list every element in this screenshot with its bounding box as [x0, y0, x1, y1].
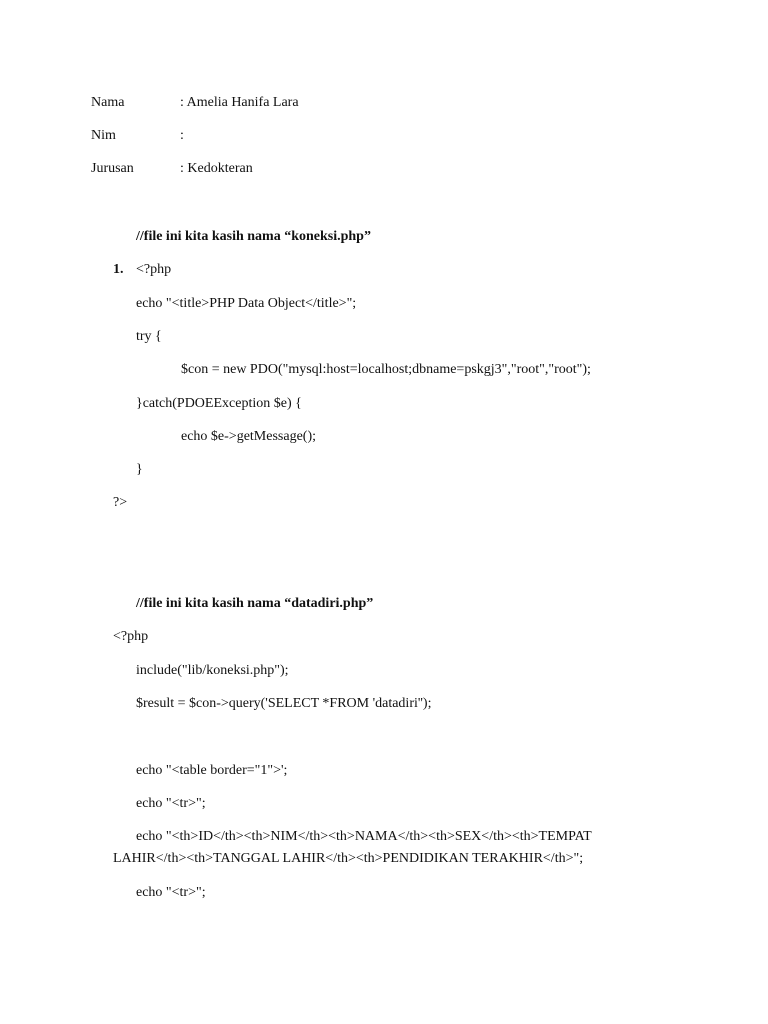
- code-line: include("lib/koneksi.php");: [136, 663, 289, 678]
- major-value: : Kedokteran: [180, 161, 253, 176]
- name-label: Nama: [91, 95, 125, 110]
- section-heading-koneksi: //file ini kita kasih nama “koneksi.php”: [136, 229, 371, 244]
- code-line: <?php: [113, 629, 149, 644]
- code-line: echo "<tr>";: [136, 885, 206, 900]
- code-line: LAHIR</th><th>TANGGAL LAHIR</th><th>PENDIDIKAN TERAKHIR</th>";: [113, 851, 584, 866]
- code-line: echo "<table border="1">';: [136, 763, 288, 778]
- major-label: Jurusan: [91, 161, 134, 176]
- code-line: $result = $con->query('SELECT *FROM 'datadiri'');: [136, 696, 432, 711]
- nim-label: Nim: [91, 128, 116, 143]
- code-line: }: [136, 462, 143, 477]
- section-heading-datadiri: //file ini kita kasih nama “datadiri.php”: [136, 596, 374, 611]
- code-line: <?php: [136, 262, 172, 277]
- code-line: echo "<th>ID</th><th>NIM</th><th>NAMA</th><th>SEX</th><th>TEMPAT: [136, 829, 592, 844]
- code-line: ?>: [113, 495, 128, 510]
- name-value: : Amelia Hanifa Lara: [180, 95, 299, 110]
- code-line: }catch(PDOEException $e) {: [136, 396, 302, 411]
- code-line: echo "<title>PHP Data Object</title>";: [136, 296, 357, 311]
- code-line: $con = new PDO("mysql:host=localhost;dbname=pskgj3","root","root");: [181, 362, 591, 377]
- code-line: echo "<tr>";: [136, 796, 206, 811]
- list-number: 1.: [113, 262, 124, 277]
- code-line: try {: [136, 329, 162, 344]
- code-line: echo $e->getMessage();: [181, 429, 317, 444]
- nim-value: :: [180, 128, 184, 143]
